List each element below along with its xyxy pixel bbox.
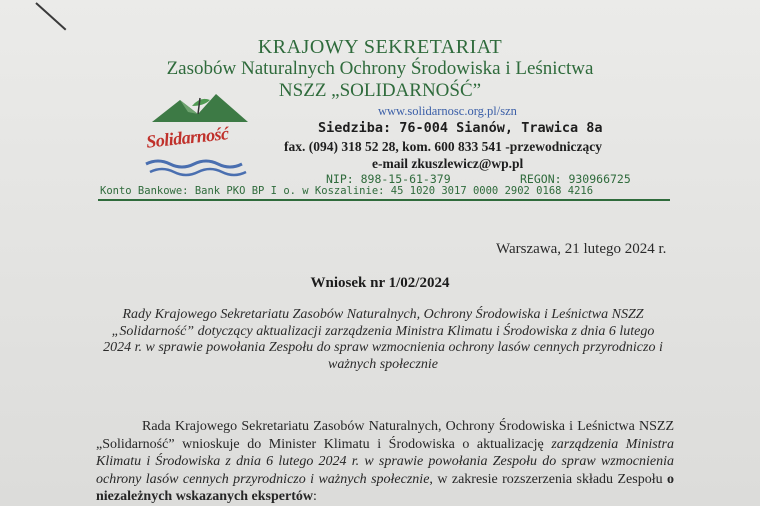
header-union-name: NSZZ „SOLIDARNOŚĆ”	[278, 80, 482, 101]
body-text-italic: zarządzenia Ministra Klimatu i Środowiska z dnia 6 lutego 2024 r. w sprawie powołania Zespołu do spraw wzmocnienia ochrony lasów cennych przyrodniczo i ważnych społecznie	[96, 436, 674, 487]
address-line: Siedziba: 76-004 Sianów, Trawica 8a	[318, 120, 603, 136]
bank-account-line: Konto Bankowe: Bank PKO BP I o. w Koszalinie: 45 1020 3017 0000 2902 0168 4216	[100, 185, 594, 197]
document-subject: Rady Krajowego Sekretariatu Zasobów Naturalnych, Ochrony Środowiska i Leśnictwa NSZZ „Solidarność” dotyczący aktualizacji zarządzenia Ministra Klimatu i Środowiska z dnia 6 lutego 2024 r. w sprawie powołania Zespołu do spraw wzmocnienia ochrony lasów cennych przyrodniczo i ważnych społecznie	[103, 307, 663, 372]
website-link[interactable]: www.solidarnosc.org.pl/szn	[378, 104, 517, 118]
logo-text: Solidarność	[145, 123, 230, 152]
body-text-bold: o niezależnych wskazanych ekspertów	[96, 471, 674, 504]
pen-mark	[35, 2, 66, 30]
body-text-2: , w zakresie rozszerzenia składu Zespołu	[429, 471, 667, 487]
phone-line: fax. (094) 318 52 28, kom. 600 833 541 -przewodniczący	[284, 139, 602, 154]
body-text-end: :	[313, 489, 317, 504]
solidarnosc-logo	[140, 92, 258, 178]
regon-number: REGON: 930966725	[520, 172, 631, 186]
header-divider	[98, 199, 670, 201]
body-paragraph	[96, 418, 674, 506]
email-line: e-mail zkuszlewicz@wp.pl	[372, 156, 524, 171]
body-text-1: Rada Krajowego Sekretariatu Zasobów Naturalnych, Ochrony Środowiska i Leśnictwa NSZZ „Solidarność” wnioskuje do Minister Klimatu i Środowiska o aktualizację	[96, 419, 674, 452]
nip-number: NIP: 898-15-61-379	[326, 172, 451, 186]
header-subtitle: Zasobów Naturalnych Ochrony Środowiska i Leśnictwa	[166, 58, 594, 79]
document-title: Wniosek nr 1/02/2024	[310, 275, 450, 291]
document-date: Warszawa, 21 lutego 2024 r.	[496, 241, 667, 257]
header-title: KRAJOWY SEKRETARIAT	[257, 36, 503, 58]
